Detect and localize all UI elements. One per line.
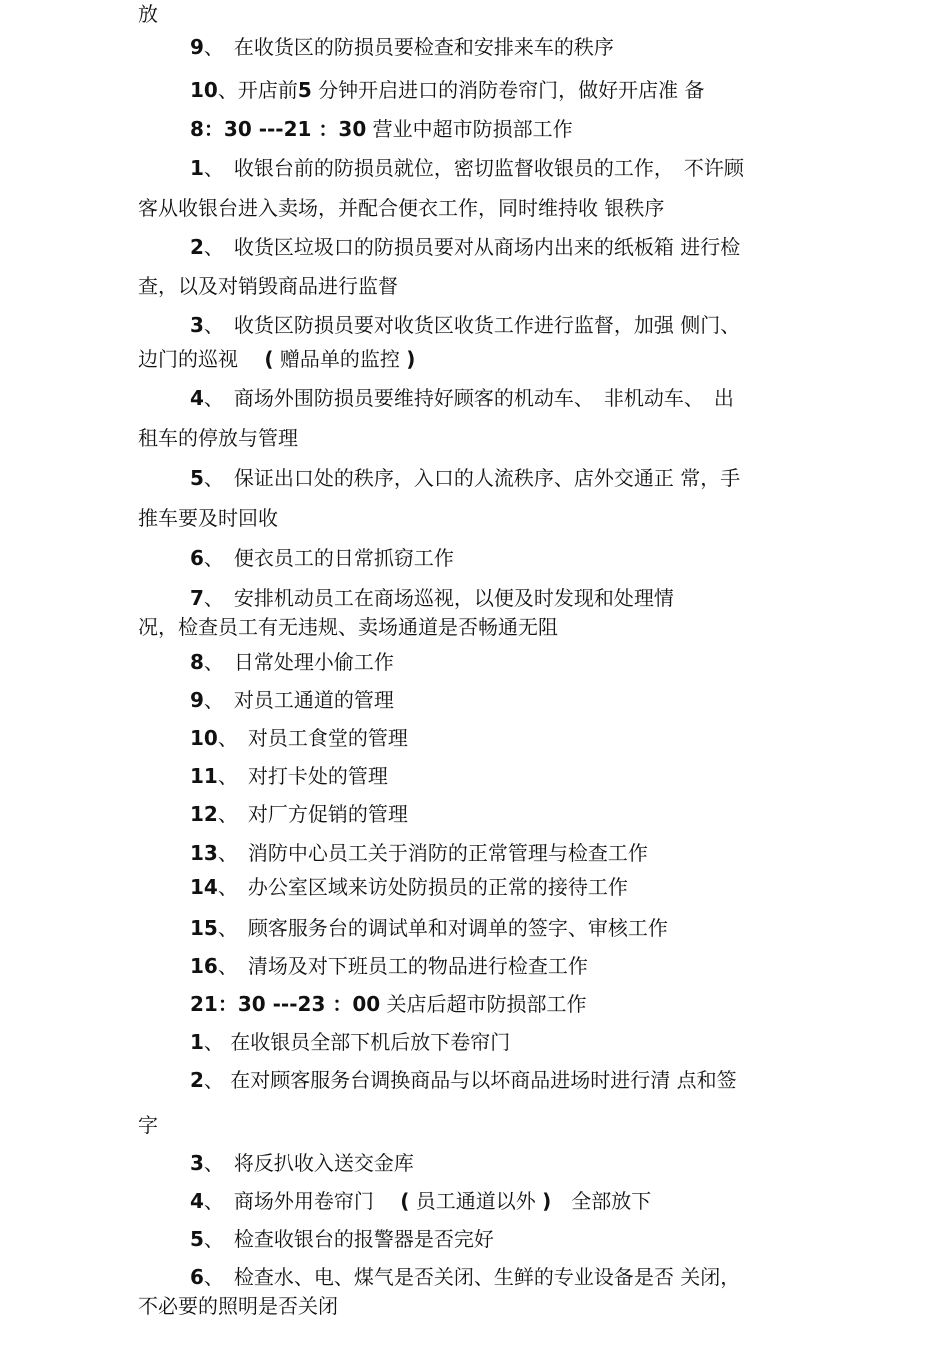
text-line: 6、 检查水、电、煤气是否关闭、生鲜的专业设备是否 关闭， <box>190 1265 741 1289</box>
text-line: 8、 日常处理小偷工作 <box>190 650 394 674</box>
text-line: 6、 便衣员工的日常抓窃工作 <box>190 546 454 570</box>
text-line: 12、 对厂方促销的管理 <box>190 802 408 826</box>
text-line: 9、 对员工通道的管理 <box>190 688 394 712</box>
text-line: 13、 消防中心员工关于消防的正常管理与检查工作 <box>190 841 648 865</box>
text-line: 租车的停放与管理 <box>138 426 298 450</box>
text-line: 5、 保证出口处的秩序，入口的人流秩序、店外交通正 常，手 <box>190 466 741 490</box>
text-line: 14、 办公室区域来访处防损员的正常的接待工作 <box>190 875 628 899</box>
text-line: 推车要及时回收 <box>138 506 278 530</box>
text-line: 10、 对员工食堂的管理 <box>190 726 408 750</box>
text-line: 2、 在对顾客服务台调换商品与以坏商品进场时进行清 点和签 <box>190 1068 737 1092</box>
text-line: 2、 收货区垃圾口的防损员要对从商场内出来的纸板箱 进行检 <box>190 235 741 259</box>
text-line: 3、 收货区防损员要对收货区收货工作进行监督，加强 侧门、 <box>190 313 741 337</box>
text-line: 15、 顾客服务台的调试单和对调单的签字、审核工作 <box>190 916 668 940</box>
text-line: 4、 商场外围防损员要维持好顾客的机动车、 非机动车、 出 <box>190 386 734 410</box>
text-line: 7、 安排机动员工在商场巡视，以便及时发现和处理情 <box>190 586 674 610</box>
text-line: 3、 将反扒收入送交金库 <box>190 1151 414 1175</box>
text-line: 1、 收银台前的防损员就位，密切监督收银员的工作， 不许顾 <box>190 156 744 180</box>
text-line: 字 <box>138 1113 158 1137</box>
text-line: 不必要的照明是否关闭 <box>138 1294 338 1318</box>
text-line: 4、 商场外用卷帘门 ( 员工通道以外 ) 全部放下 <box>190 1189 652 1213</box>
text-line: 10、开店前5 分钟开启进口的消防卷帘门，做好开店准 备 <box>190 78 705 102</box>
text-line: 1、 在收银员全部下机后放下卷帘门 <box>190 1030 511 1054</box>
text-line: 放 <box>138 2 158 26</box>
text-line: 5、 检查收银台的报警器是否完好 <box>190 1227 494 1251</box>
text-line: 边门的巡视 ( 赠品单的监控 ) <box>138 347 416 371</box>
text-line: 查，以及对销毁商品进行监督 <box>138 274 398 298</box>
text-line: 9、 在收货区的防损员要检查和安排来车的秩序 <box>190 35 614 59</box>
section-heading: 8：30 ---21 ：30 营业中超市防损部工作 <box>190 117 573 141</box>
text-line: 16、 清场及对下班员工的物品进行检查工作 <box>190 954 588 978</box>
text-line: 况，检查员工有无违规、卖场通道是否畅通无阻 <box>138 615 558 639</box>
section-heading: 21：30 ---23 ：00 关店后超市防损部工作 <box>190 992 587 1016</box>
text-line: 11、 对打卡处的管理 <box>190 764 388 788</box>
text-line: 客从收银台进入卖场，并配合便衣工作，同时维持收 银秩序 <box>138 196 665 220</box>
